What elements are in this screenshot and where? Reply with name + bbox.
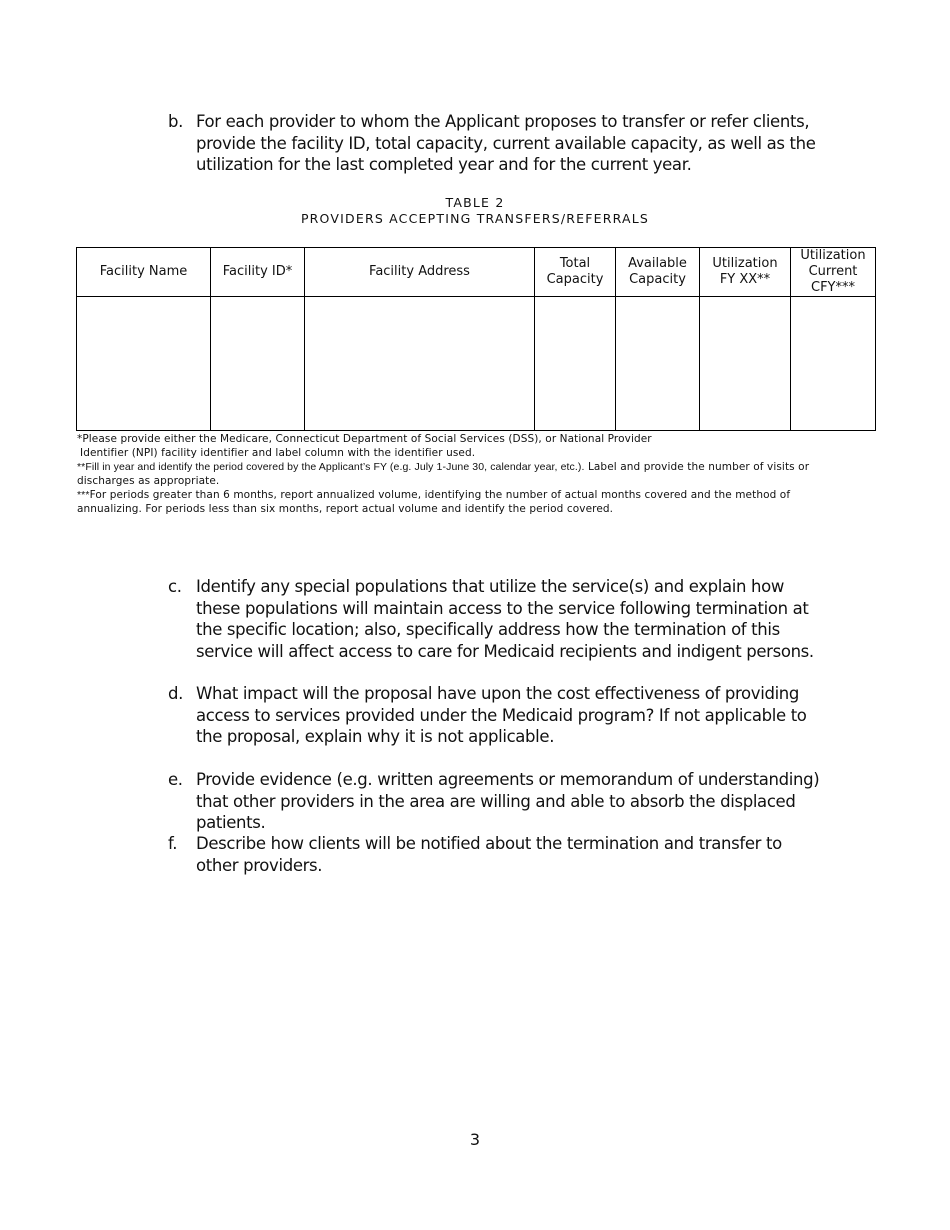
table-cell [305, 297, 535, 431]
table-cell [700, 297, 791, 431]
table-cell [77, 297, 211, 431]
item-b-text: For each provider to whom the Applicant proposes to transfer or refer clients, provide the facility ID, total capacity, current available capacity, as well as the utilization for the last completed year and for the current year. [196, 112, 816, 174]
footnote-3: ***For periods greater than 6 months, report annualized volume, identifying the number of actual months covered and the method of annualizing. For periods less than six months, report actual volume and identify the period covered. [77, 489, 791, 515]
table-cell [791, 297, 876, 431]
item-f-text: Describe how clients will be notified about the termination and transfer to other providers. [196, 834, 782, 875]
table-row [77, 297, 876, 431]
table-footnotes [77, 432, 817, 516]
footnote-1-line2: Identifier (NPI) facility identifier and label column with the identifier used. [80, 447, 476, 459]
header-facility-name: Facility Name [77, 248, 211, 297]
item-e [168, 769, 828, 834]
item-d [168, 683, 828, 748]
footnote-1-line1: *Please provide either the Medicare, Connecticut Department of Social Services (DSS), or National Provider [77, 433, 652, 445]
header-total-capacity: Total Capacity [535, 248, 616, 297]
header-utilization-cfy: Utilization Current CFY*** [791, 248, 876, 297]
table-number: TABLE 2 [445, 195, 505, 210]
header-available-capacity: Available Capacity [616, 248, 700, 297]
item-c [168, 576, 828, 662]
item-d-label: d. [168, 684, 184, 703]
item-b [168, 111, 828, 176]
page-number: 3 [469, 1130, 481, 1149]
item-f-label: f. [168, 834, 178, 853]
table-cell [535, 297, 616, 431]
item-e-label: e. [168, 770, 183, 789]
item-c-text: Identify any special populations that utilize the service(s) and explain how these populations will maintain access to the service following termination at the specific location; also, specifically address how the termination of this service will affect access to care for Medicaid recipients and indigent persons. [196, 577, 814, 661]
item-d-text: What impact will the proposal have upon the cost effectiveness of providing access to services provided under the Medicaid program? If not applicable to the proposal, explain why it is not applicable. [196, 684, 807, 746]
header-utilization-fy: Utilization FY XX** [700, 248, 791, 297]
table-cell [211, 297, 305, 431]
table-title: PROVIDERS ACCEPTING TRANSFERS/REFERRALS [300, 211, 650, 226]
table-cell [616, 297, 700, 431]
item-b-label: b. [168, 112, 184, 131]
header-facility-address: Facility Address [305, 248, 535, 297]
footnote-2: **Fill in year and identify the period covered by the Applicant’s FY (e.g. July 1-June 30, calendar year, etc.). Label and provide the number of visits or discharges as appropriate. [77, 461, 810, 487]
header-facility-id: Facility ID* [211, 248, 305, 297]
providers-table [76, 247, 876, 431]
table-header-row [77, 248, 876, 297]
item-c-label: c. [168, 577, 182, 596]
item-f [168, 833, 828, 876]
item-e-text: Provide evidence (e.g. written agreements or memorandum of understanding) that other providers in the area are willing and able to absorb the displaced patients. [196, 770, 820, 832]
